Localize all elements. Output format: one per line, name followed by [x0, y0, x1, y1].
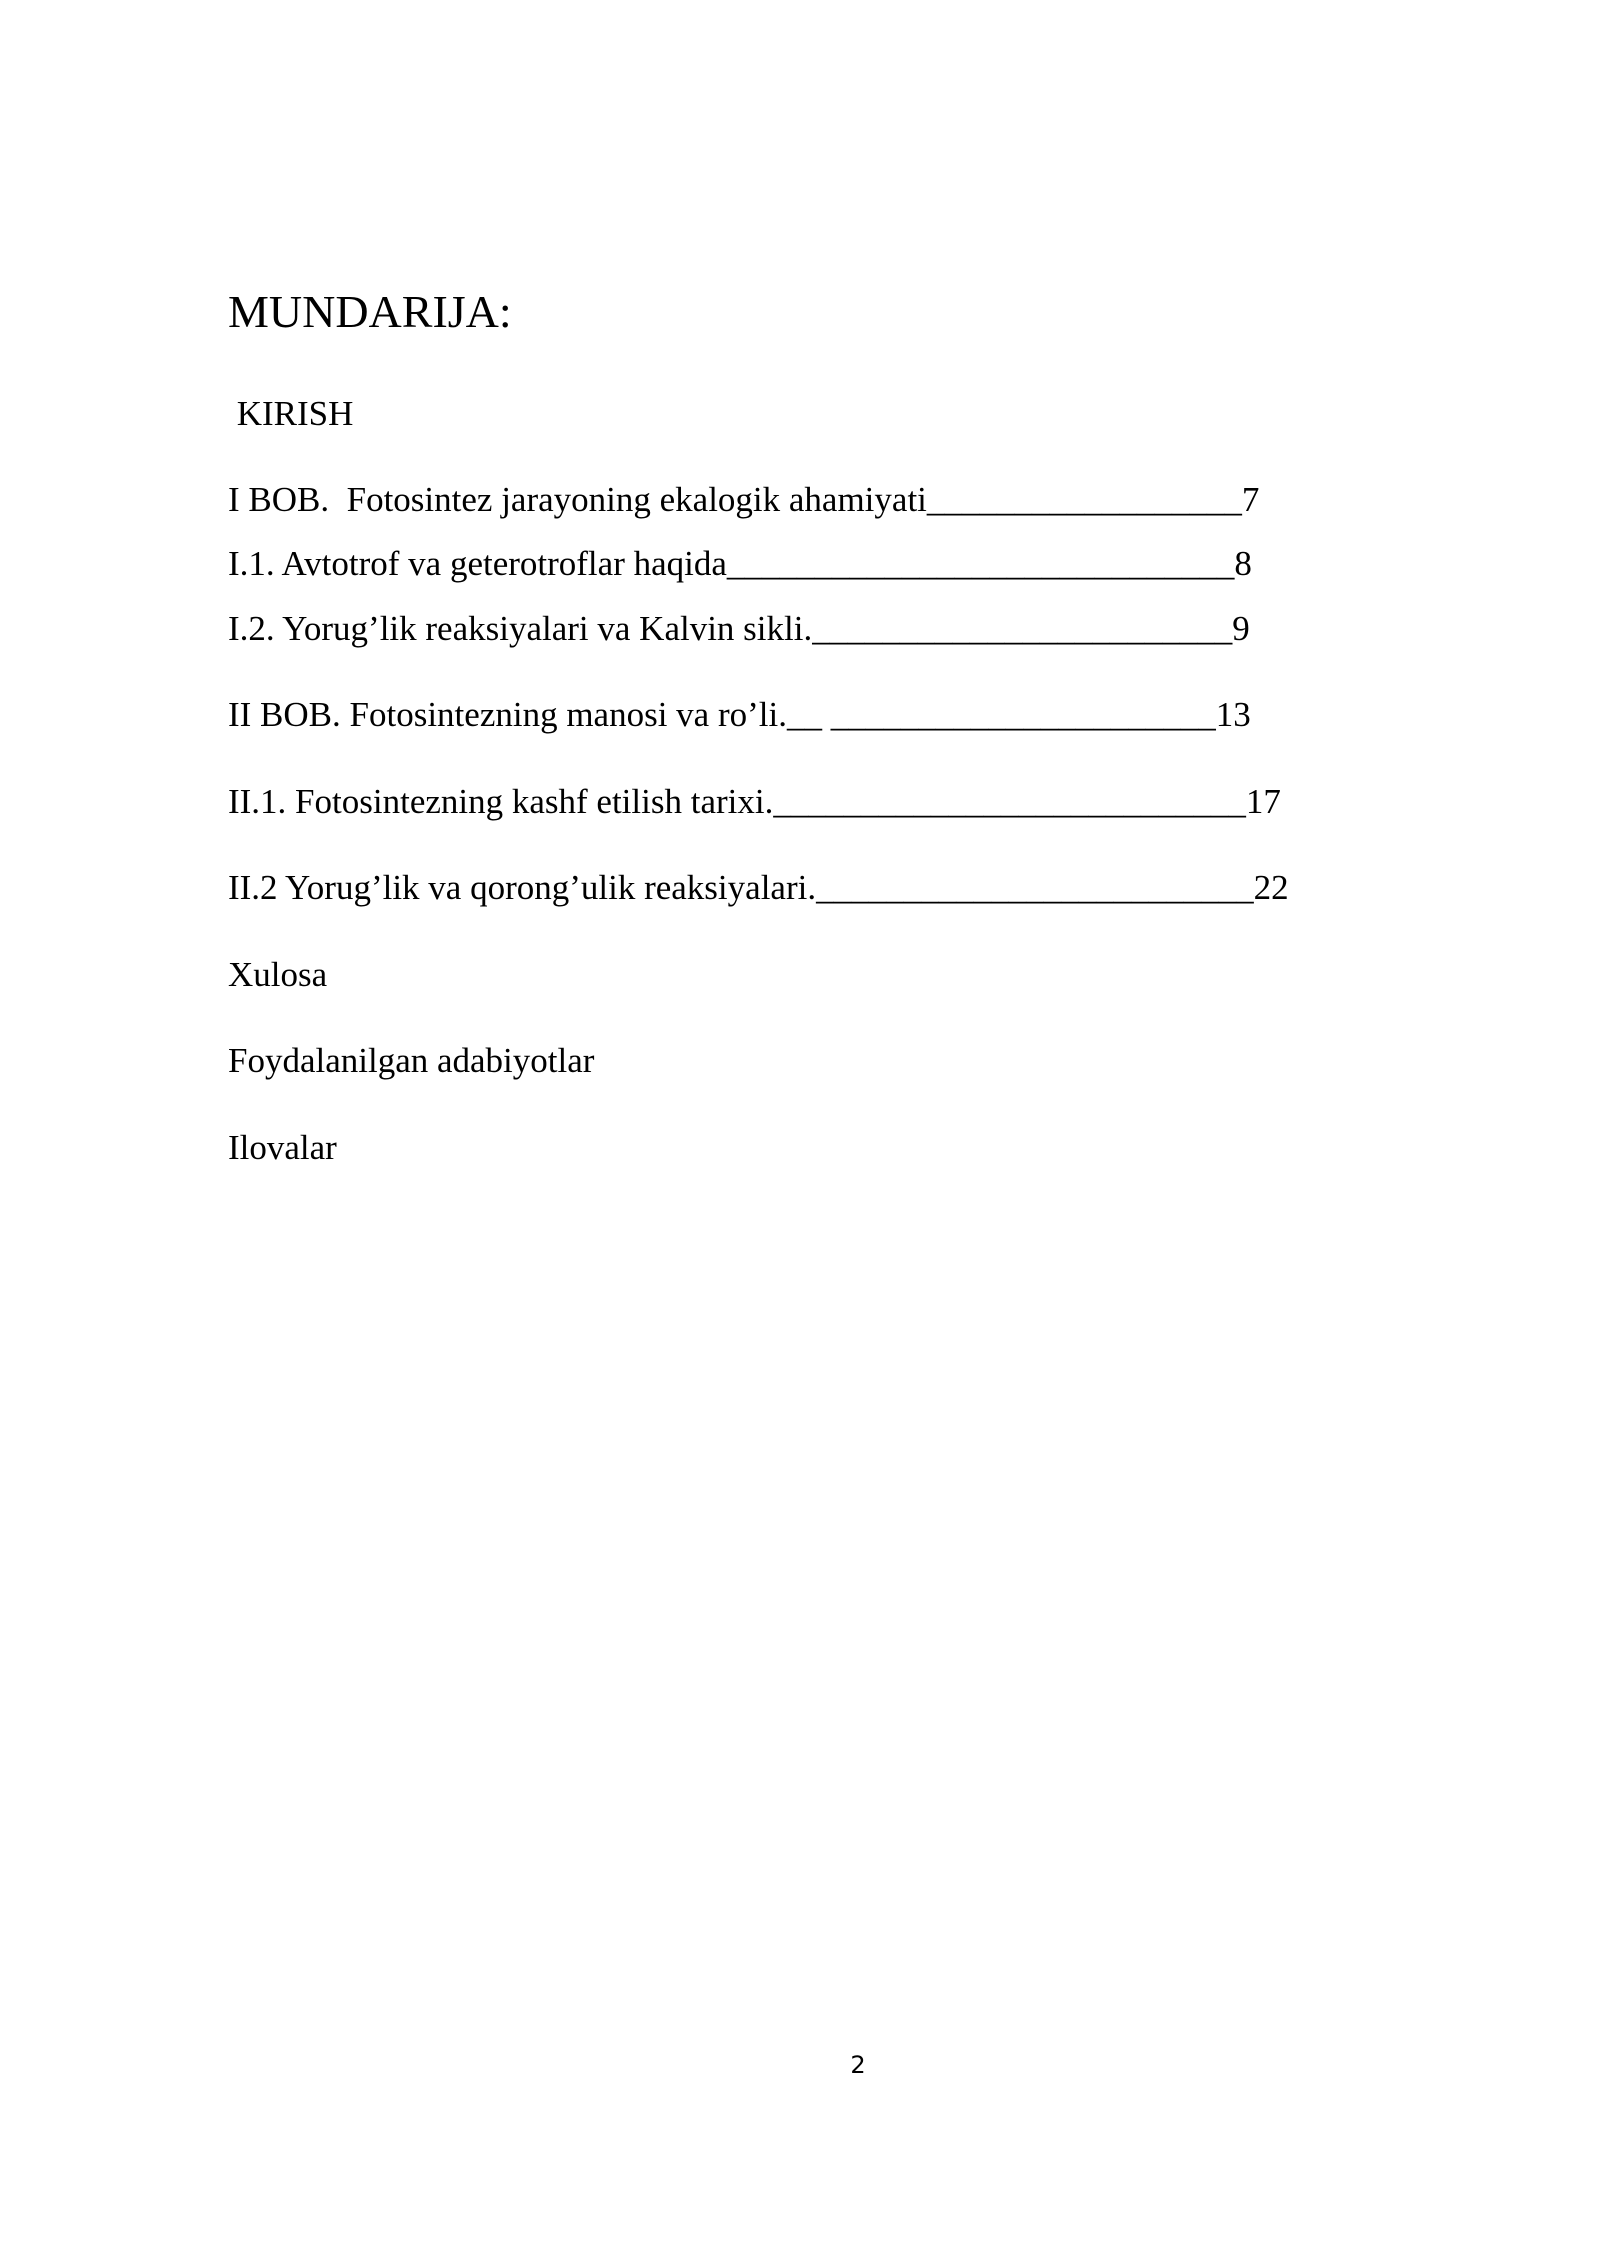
- toc-entry-section-2-1: II.1. Fotosintezning kashf etilish tarixi.___________________________17: [228, 782, 1281, 821]
- toc-entry-section-2-2: II.2 Yorug’lik va qorong’ulik reaksiyalari._________________________22: [228, 868, 1289, 907]
- toc-entry-section-1-2: I.2. Yorug’lik reaksiyalari va Kalvin sikli.________________________9: [228, 609, 1250, 648]
- page-number: 2: [850, 2051, 866, 2079]
- toc-entry-introduction: KIRISH: [228, 394, 354, 433]
- toc-entry-section-1-1: I.1. Avtotrof va geterotroflar haqida_____________________________8: [228, 544, 1252, 583]
- toc-entry-conclusion: Xulosa: [228, 955, 328, 994]
- toc-entry-chapter-1: I BOB. Fotosintez jarayoning ekalogik ahamiyati__________________7: [228, 480, 1260, 519]
- toc-entry-references: Foydalanilgan adabiyotlar: [228, 1041, 595, 1080]
- toc-entry-appendices: Ilovalar: [228, 1128, 337, 1167]
- toc-entry-chapter-2: II BOB. Fotosintezning manosi va ro’li.__ ______________________13: [228, 695, 1251, 734]
- toc-title: MUNDARIJA:: [228, 286, 512, 337]
